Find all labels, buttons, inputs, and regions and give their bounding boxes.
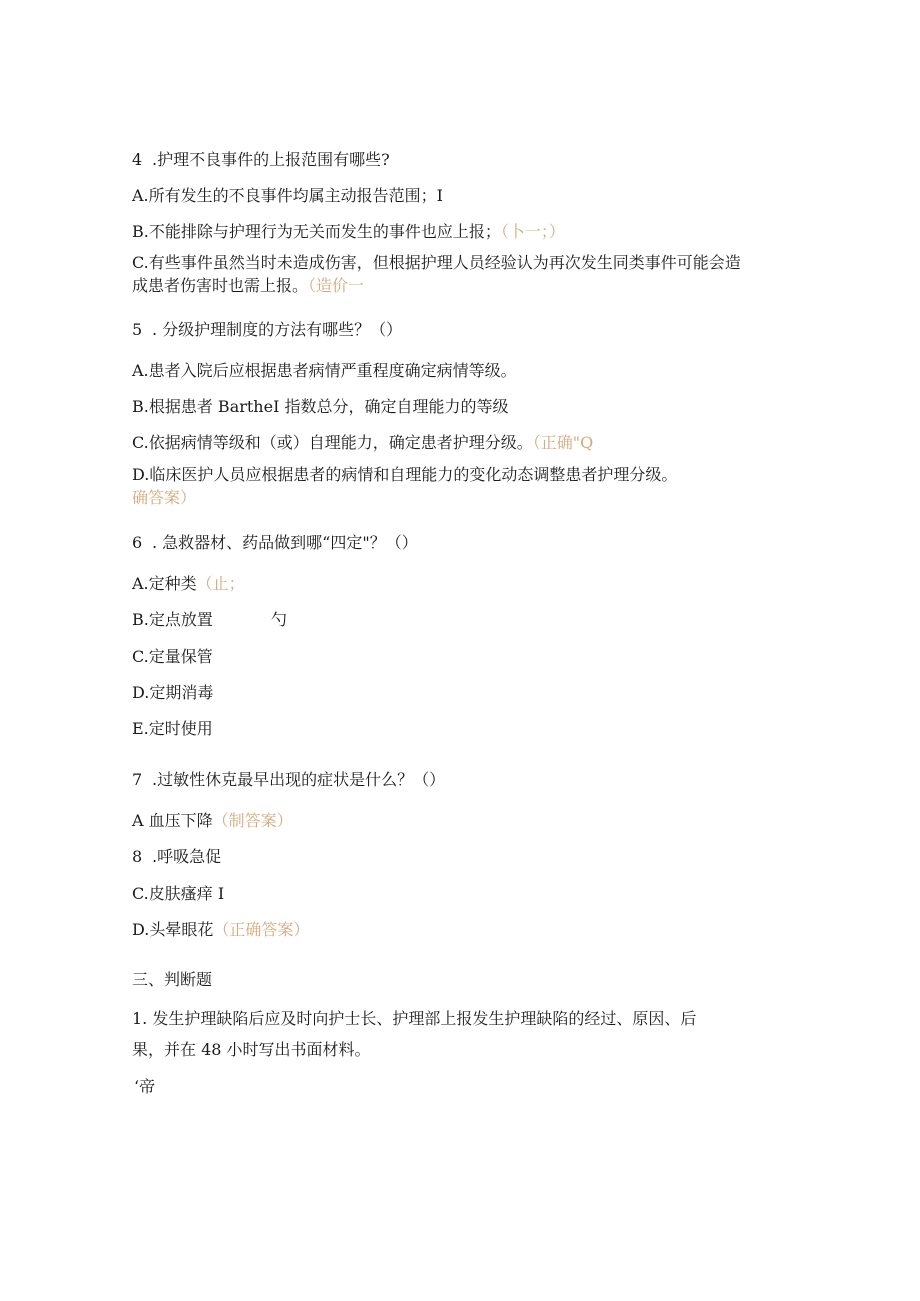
q5-title — [132, 320, 402, 340]
q6-option-d: D.定期消毒 — [132, 683, 214, 702]
section3-q1-line2: 果，并在 48 小时写出书面材料。 — [132, 1040, 371, 1059]
q4-option-b-text: B.不能排除与护理行为无关而发生的事件也应上报； — [132, 222, 501, 241]
q5-option-b: B.根据患者 BartheI 指数总分，确定自理能力的等级 — [132, 397, 509, 416]
q7-option-c: C.皮肤瘙痒 I — [132, 884, 225, 903]
q4-option-c-line2 — [132, 276, 364, 296]
q5-option-d: D.临床医护人员应根据患者的病情和自理能力的变化动态调整患者护理分级。 — [132, 465, 678, 484]
q5-option-d-annotation: 确答案） — [132, 488, 197, 507]
q6-option-a-annotation: （止； — [196, 574, 245, 593]
section3-fragment: ‘帝 — [134, 1077, 156, 1096]
q6-option-b — [132, 610, 287, 630]
section3-q1-line1: 1. 发生护理缺陷后应及时向护士长、护理部上报发生护理缺陷的经过、原因、后 — [132, 1009, 697, 1028]
q5-option-a: A.患者入院后应根据患者病情严重程度确定病情等级。 — [132, 361, 517, 380]
q6-title-text: . 急救器材、药品做到哪“四定"？（） — [152, 533, 418, 552]
q7-option-d — [132, 920, 309, 940]
q7-option-b-text: .呼吸急促 — [152, 847, 222, 866]
q7-option-d-annotation: （正确答案） — [213, 920, 310, 939]
q6-option-b-text: B.定点放置 — [132, 610, 213, 629]
q6-title — [132, 533, 418, 553]
q5-option-c-annotation: （正确"Q — [532, 433, 594, 452]
q6-option-e: E.定时使用 — [132, 719, 213, 738]
q4-number: 4 — [132, 150, 143, 169]
q4-option-c-line1: C.有些事件虽然当时未造成伤害，但根据护理人员经验认为再次发生同类事件可能会造 — [132, 253, 741, 272]
q5-option-c-text: C.依据病情等级和（或）自理能力，确定患者护理分级。 — [132, 433, 533, 452]
q7-title-text: .过敏性休克最早出现的症状是什么？（） — [152, 770, 446, 789]
q5-number: 5 — [132, 320, 143, 339]
q4-title-text: .护理不良事件的上报范围有哪些? — [152, 150, 390, 169]
q6-option-b-stray-mark: 勺 — [270, 610, 287, 629]
q4-option-b-annotation: （卜一；） — [500, 222, 565, 241]
q4-option-c-annotation: （造价一 — [308, 276, 365, 295]
q5-title-text: . 分级护理制度的方法有哪些？（） — [152, 320, 403, 339]
q4-option-b — [132, 222, 565, 242]
q6-option-a — [132, 574, 245, 594]
q7-title — [132, 770, 445, 790]
q7-option-a-text: A 血压下降 — [132, 811, 213, 830]
q7-option-d-text: D.头晕眼花 — [132, 920, 214, 939]
q6-option-a-text: A.定种类 — [132, 574, 197, 593]
q7-option-a-annotation: （制答案） — [212, 811, 293, 830]
q6-number: 6 — [132, 533, 143, 552]
q7-option-a — [132, 811, 293, 831]
q5-option-c — [132, 433, 593, 453]
q7-number: 7 — [132, 770, 143, 789]
q4-title — [132, 150, 390, 170]
q7-option-b — [132, 847, 221, 867]
section3-heading: 三、判断题 — [132, 970, 213, 989]
q7-option-b-number: 8 — [132, 847, 143, 866]
q4-option-c-line2-text: 成患者伤害时也需上报。 — [132, 276, 309, 295]
q4-option-a: A.所有发生的不良事件均属主动报告范围；I — [132, 186, 443, 205]
q6-option-c: C.定量保管 — [132, 647, 213, 666]
